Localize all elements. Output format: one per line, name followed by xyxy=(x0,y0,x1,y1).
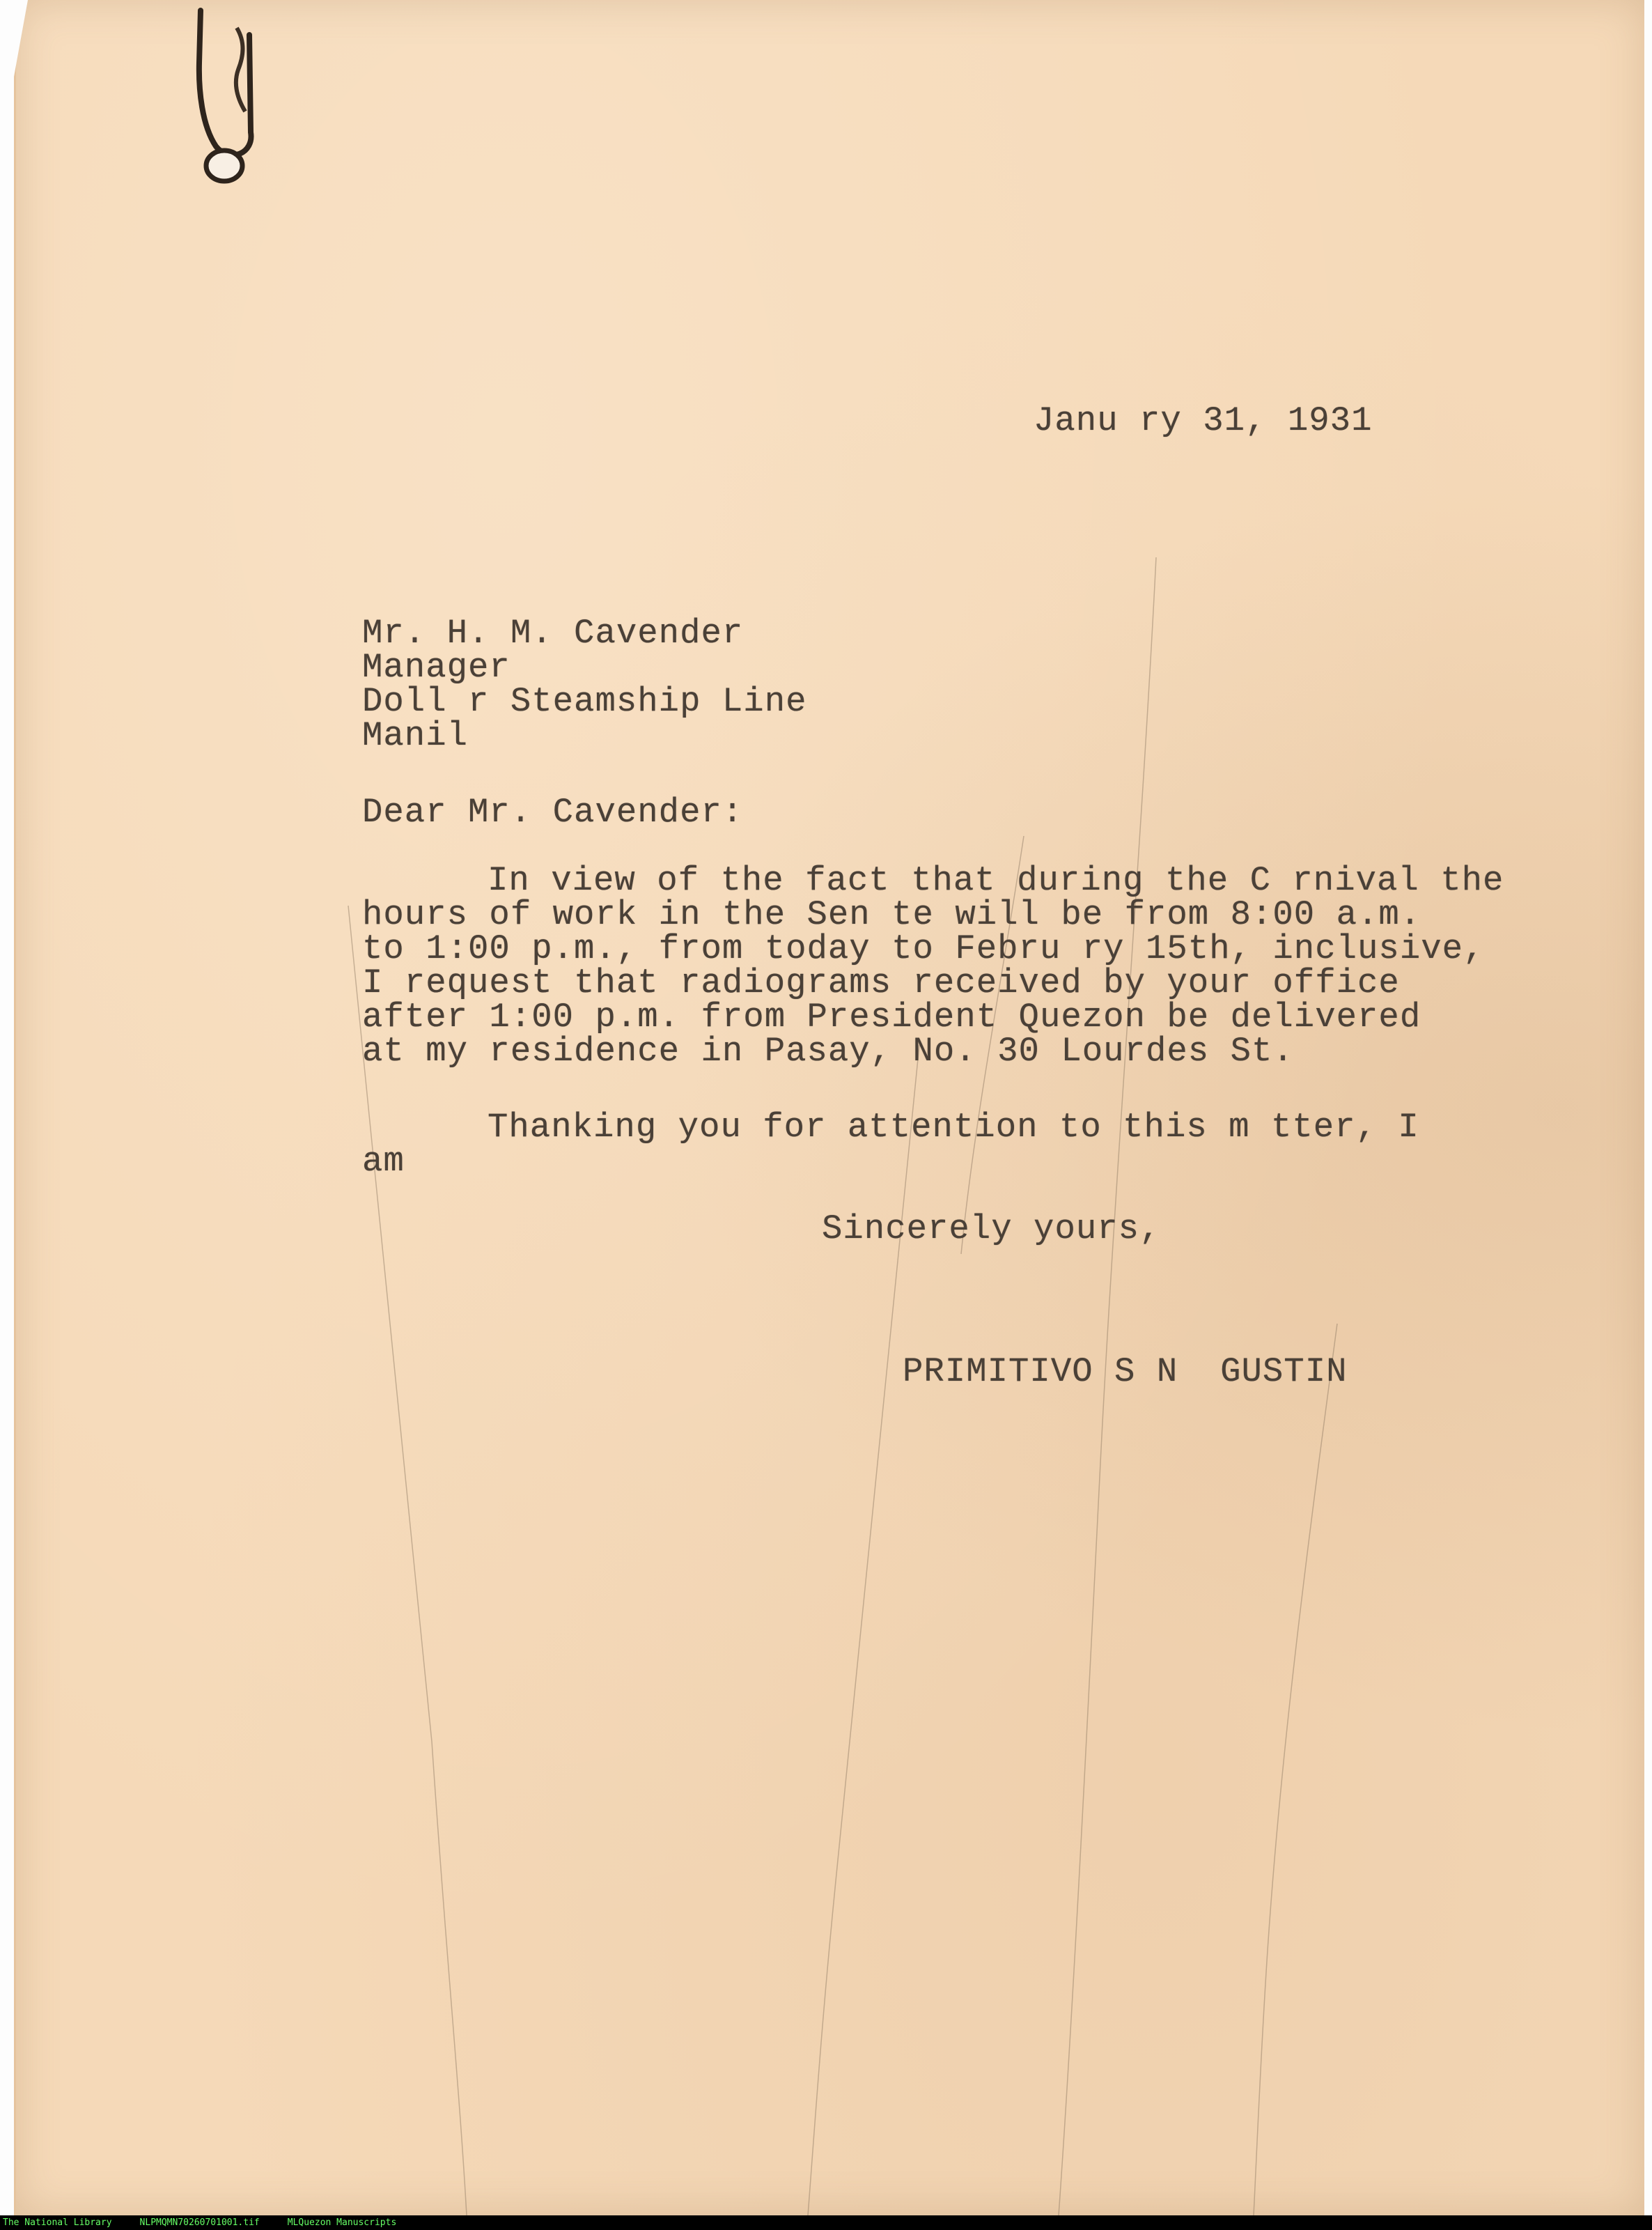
footer-library: The National Library xyxy=(3,2217,112,2228)
scan-footer xyxy=(0,2215,1652,2230)
paragraph-line: at my residence in Pasay, No. 30 Lourdes St. xyxy=(362,1032,1294,1071)
paragraph-line: after 1:00 p.m. from President Quezon be delivered xyxy=(362,998,1421,1037)
letter-date: Janu ry 31, 1931 xyxy=(1034,401,1373,440)
paragraph-line: hours of work in the Sen te will be from 8:00 a.m. xyxy=(362,895,1421,934)
footer-collection: MLQuezon Manuscripts xyxy=(287,2217,397,2228)
recipient-title: Manager xyxy=(362,648,511,687)
salutation: Dear Mr. Cavender: xyxy=(362,793,744,832)
paragraph-line: In view of the fact that during the C rnival the xyxy=(488,861,1504,900)
recipient-city: Manil xyxy=(362,716,469,755)
closing-line: Sincerely yours, xyxy=(822,1209,1161,1248)
recipient-company: Doll r Steamship Line xyxy=(362,682,807,721)
paragraph-line: to 1:00 p.m., from today to Febru ry 15th, inclusive, xyxy=(362,929,1485,968)
paragraph-line: I request that radiograms received by your office xyxy=(362,963,1400,1002)
recipient-name: Mr. H. M. Cavender xyxy=(362,614,744,653)
paragraph-line: Thanking you for attention to this m tter, I xyxy=(488,1108,1419,1147)
paragraph-line: am xyxy=(362,1142,405,1181)
staple-hole-icon xyxy=(195,7,272,188)
footer-filename: NLPMQMN70260701001.tif xyxy=(139,2217,260,2228)
signature-name: PRIMITIVO S N GUSTIN xyxy=(903,1352,1348,1391)
